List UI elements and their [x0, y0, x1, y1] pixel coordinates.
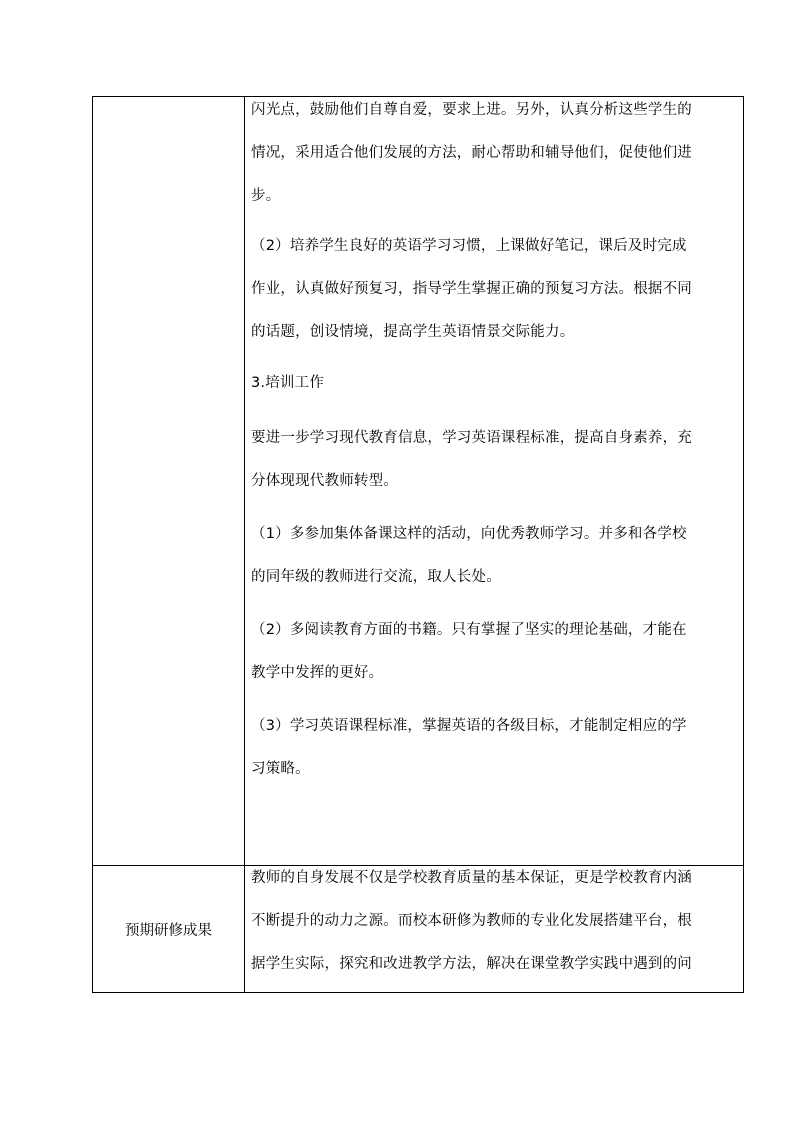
- text-line: 的同年级的教师进行交流，取人长处。: [251, 569, 501, 585]
- text-line: 不断提升的动力之源。而校本研修为教师的专业化发展搭建平台，根: [251, 913, 692, 929]
- text-line: 情况，采用适合他们发展的方法，耐心帮助和辅导他们，促使他们进: [251, 145, 692, 161]
- text-line: 据学生实际，探究和改进教学方法，解决在课堂教学实践中遇到的问: [251, 956, 692, 972]
- paragraph-training-intro: [251, 427, 743, 513]
- text-line: （2）培养学生良好的英语学习习惯，上课做好笔记，课后及时完成: [251, 238, 687, 254]
- text-line: 要进一步学习现代教育信息，学习英语课程标准，提高自身素养，充: [251, 430, 692, 446]
- text-line: 教师的自身发展不仅是学校教育质量的基本保证，更是学校教育内涵: [251, 870, 692, 886]
- paragraph-training-3: [251, 715, 743, 801]
- paragraph-study-habits: [251, 235, 743, 364]
- section-heading-training: [251, 372, 743, 394]
- text-line: （2）多阅读教育方面的书籍。只有掌握了坚实的理论基础，才能在: [251, 622, 687, 638]
- text-line: 步。: [251, 188, 281, 204]
- paragraph-training-2: [251, 619, 743, 705]
- text-line: 分体现现代教师转型。: [251, 473, 398, 489]
- text-line: 的话题，创设情境，提高学生英语情景交际能力。: [251, 324, 575, 340]
- text-line: 作业，认真做好预复习，指导学生掌握正确的预复习方法。根据不同: [251, 281, 692, 297]
- paragraph-training-1: [251, 523, 743, 609]
- text-line: 教学中发挥的更好。: [251, 665, 384, 681]
- text-line: （1）多参加集体备课这样的活动，向优秀教师学习。并多和各学校: [251, 526, 687, 542]
- text-line: 闪光点，鼓励他们自尊自爱，要求上进。另外，认真分析这些学生的: [251, 102, 692, 118]
- column-divider: [244, 97, 245, 992]
- text-line: （3）学习英语课程标准，掌握英语的各级目标，才能制定相应的学: [251, 718, 687, 734]
- paragraph-student-care: [251, 99, 743, 228]
- row-label-expected-results: 预期研修成果: [125, 922, 212, 939]
- paragraph-expected-results: [251, 867, 743, 996]
- content-table: [92, 96, 744, 993]
- text-line: 3.培训工作: [251, 375, 325, 391]
- text-line: 习策略。: [251, 761, 310, 777]
